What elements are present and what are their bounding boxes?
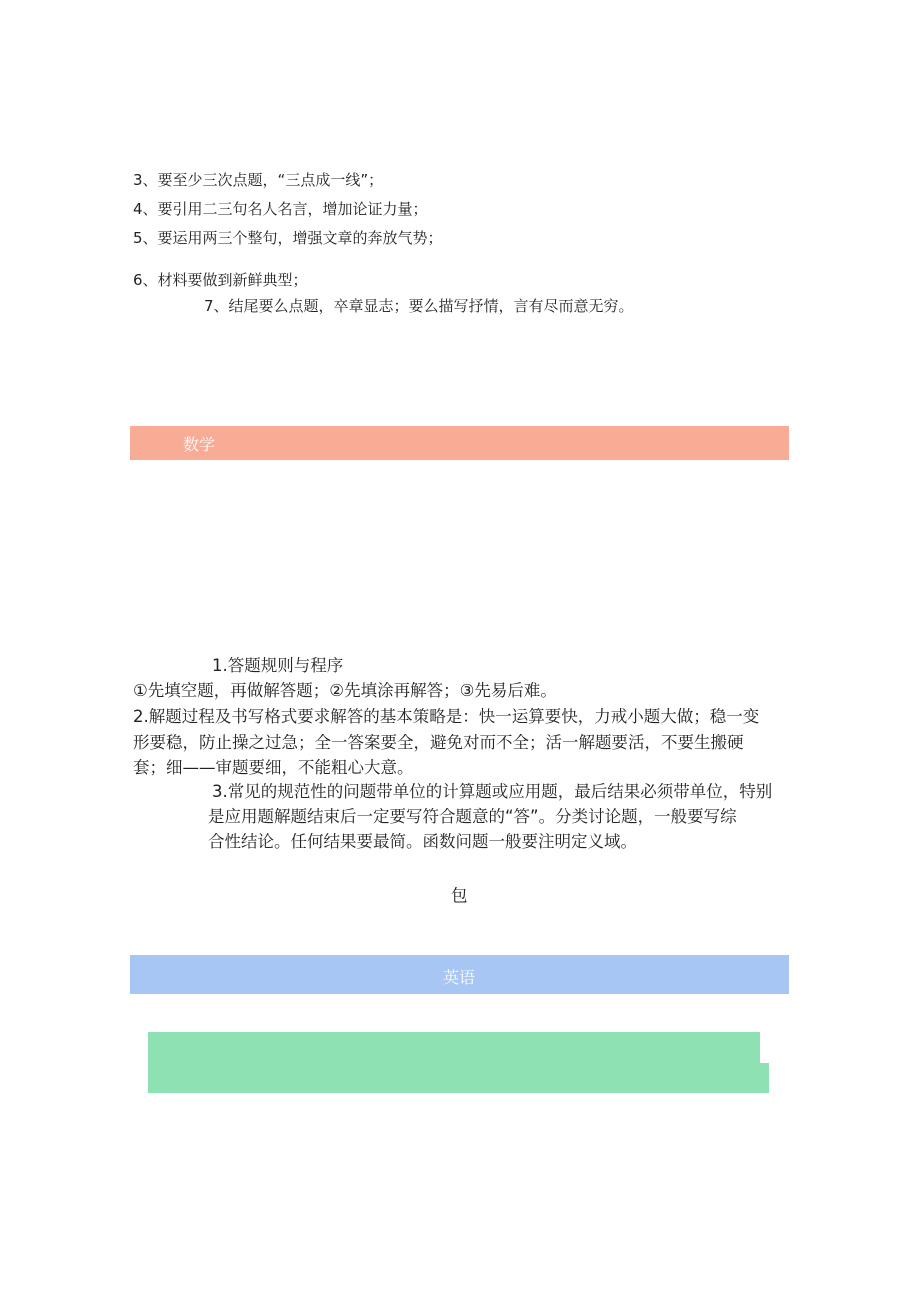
math-section-title: 数学 bbox=[183, 435, 216, 454]
tip-6: 6、材料要做到新鲜典型； bbox=[133, 271, 308, 289]
math-strategy-line: 2.解题过程及书写格式要求解答的基本策略是：快一运算要快，力戒小题大做；稳一变 bbox=[133, 707, 760, 726]
tip-3: 3、要至少三次点题，“三点成一线”； bbox=[133, 171, 384, 189]
english-section-title: 英语 bbox=[443, 968, 476, 987]
math-standard-line: 3.常见的规范性的问题带单位的计算题或应用题，最后结果必须带单位，特别 bbox=[212, 782, 773, 801]
english-section-banner bbox=[130, 955, 789, 994]
math-section-banner bbox=[130, 426, 789, 460]
math-standard-line: 是应用题解题结束后一定要写符合题意的“答”。分类讨论题，一般要写综 bbox=[208, 807, 737, 826]
math-standard-line: 合性结论。任何结果要最简。函数问题一般要注明定义域。 bbox=[208, 832, 637, 851]
tip-4: 4、要引用二三句名人名言，增加论证力量； bbox=[133, 200, 428, 218]
stray-character: 包 bbox=[451, 886, 468, 905]
green-content-block-extension bbox=[760, 1063, 769, 1093]
tip-5: 5、要运用两三个整句，增强文章的奔放气势； bbox=[133, 229, 443, 247]
green-content-block bbox=[148, 1032, 760, 1093]
tip-7: 7、结尾要么点题，卒章显志；要么描写抒情，言有尽而意无穷。 bbox=[204, 297, 634, 315]
math-strategy-line: 形要稳，防止操之过急；全一答案要全，避免对而不全；活一解题要活，不要生搬硬 bbox=[133, 733, 744, 752]
math-rule-line: ①先填空题，再做解答题；②先填涂再解答；③先易后难。 bbox=[133, 681, 557, 700]
math-rule-heading: 1.答题规则与程序 bbox=[212, 656, 344, 675]
math-strategy-line: 套；细——审题要细，不能粗心大意。 bbox=[133, 758, 414, 777]
